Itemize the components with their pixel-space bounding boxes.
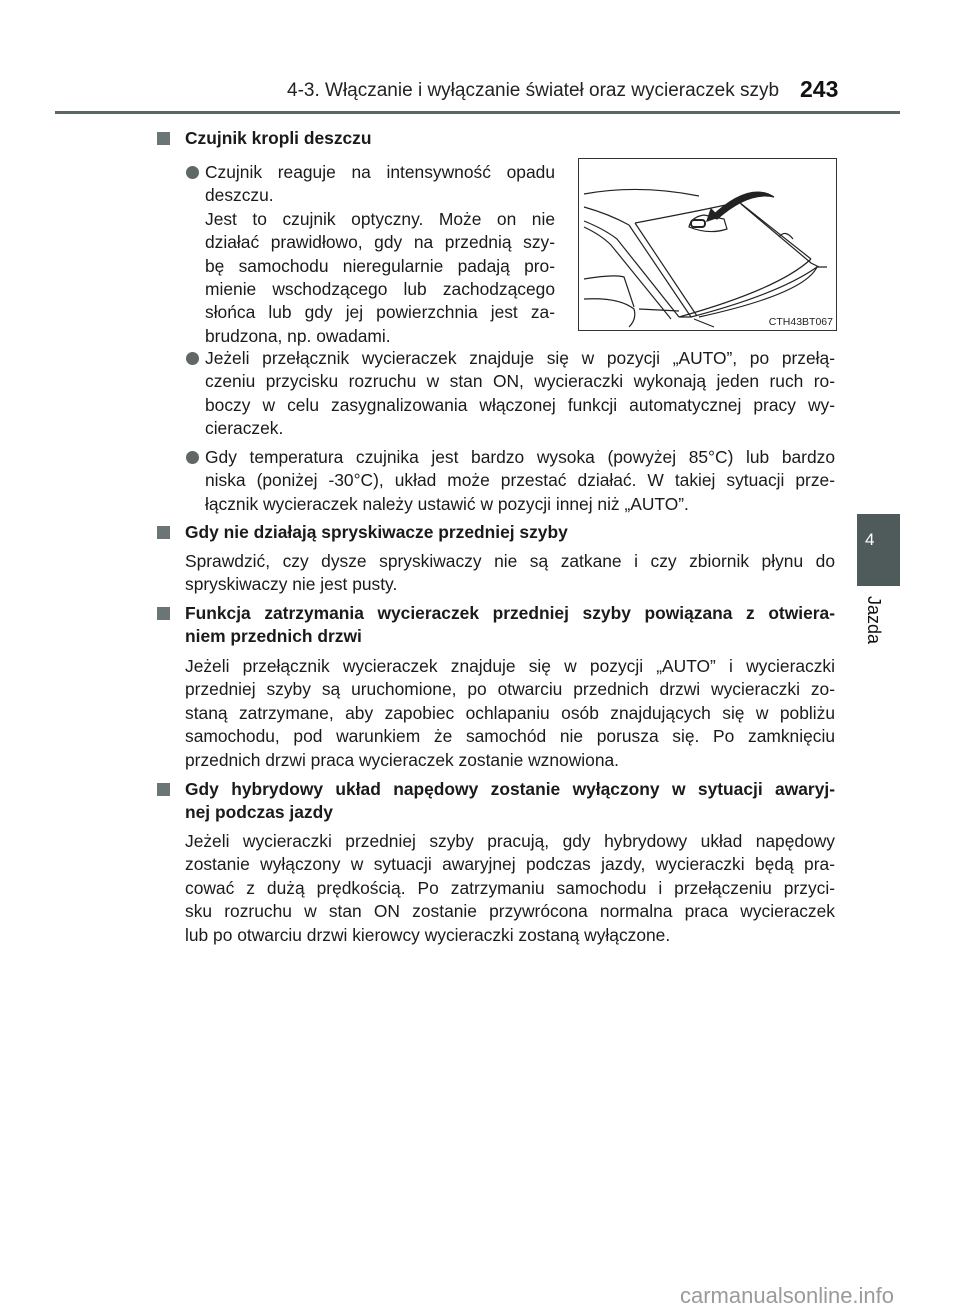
text-line: Czujnik reaguje na intensywność opadu <box>205 162 555 182</box>
header-divider <box>55 111 900 114</box>
section-heading <box>185 127 835 150</box>
figure-code: CTH43BT067 <box>768 316 833 328</box>
chapter-number: 4 <box>865 530 875 549</box>
text-line: działać prawidłowo, gdy na przednią szy- <box>205 232 555 253</box>
circle-bullet-icon <box>186 451 199 464</box>
section-heading <box>185 521 835 544</box>
text-line: nej podczas jazdy <box>185 802 333 823</box>
text-line: Czujnik kropli deszczu <box>185 128 372 148</box>
circle-bullet-icon <box>186 166 199 179</box>
paragraph <box>185 830 835 947</box>
text-line: cować z dużą prędkością. Po zatrzymaniu samochodu i przełączeniu przyci- <box>185 877 835 898</box>
text-line: niem przednich drzwi <box>185 626 362 647</box>
text-line: boczy w celu zasygnalizowania włączonej funkcji automatycznej pracy wy- <box>205 394 835 415</box>
text-line: Gdy nie działają spryskiwacze przedniej szyby <box>185 522 568 542</box>
square-bullet-icon <box>157 526 170 539</box>
paragraph <box>185 550 835 597</box>
section-title: 4-3. Włączanie i wyłączanie świateł oraz wycieraczek szyb <box>287 80 780 101</box>
text-line: deszczu. <box>205 185 274 206</box>
text-line: Funkcja zatrzymania wycieraczek przedniej szyby powiązana z otwiera- <box>185 603 835 623</box>
text-line: lub po otwarciu drzwi kierowcy wycieraczki zostaną wyłączone. <box>185 924 671 945</box>
text-line: spryskiwaczy nie jest pusty. <box>185 574 398 595</box>
paragraph <box>185 655 835 772</box>
square-bullet-icon <box>157 132 170 145</box>
text-line: zostanie wyłączony w sytuacji awaryjnej podczas jazdy, wycieraczki będą pra- <box>185 854 835 875</box>
windshield-rain-sensor-illustration <box>578 158 837 331</box>
text-line: przednich drzwi praca wycieraczek zostanie wznowiona. <box>185 749 619 770</box>
text-line: mienie wschodzącego lub zachodzącego <box>205 278 555 299</box>
bullet-item <box>205 446 835 516</box>
text-line: samochodu, pod warunkiem że samochód nie porusza się. Po zamknięciu <box>185 726 835 747</box>
text-line: cieraczek. <box>205 418 284 439</box>
circle-bullet-icon <box>186 352 199 365</box>
square-bullet-icon <box>157 607 170 620</box>
watermark: carmanualsonline.info <box>680 1283 895 1308</box>
text-line: staną zatrzymane, aby zapobiec ochlapaniu osób znajdujących się w pobliżu <box>185 702 835 723</box>
text-line: Jeżeli przełącznik wycieraczek znajduje się w pozycji „AUTO”, po przełą- <box>205 348 835 368</box>
text-line: Gdy hybrydowy układ napędowy zostanie wyłączony w sytuacji awaryj- <box>185 779 835 799</box>
text-line: czeniu przycisku rozruchu w stan ON, wycieraczki wykonają jeden ruch ro- <box>205 371 835 392</box>
section-heading <box>185 778 835 825</box>
text-line: przedniej szyby są uruchomione, po otwarciu przednich drzwi wycieraczki zo- <box>185 679 835 700</box>
text-line: Sprawdzić, czy dysze spryskiwaczy nie są zatkane i czy zbiornik płynu do <box>185 551 835 571</box>
text-line: sku rozruchu w stan ON zostanie przywrócona normalna praca wycieraczek <box>185 901 835 922</box>
text-line: brudzona, np. owadami. <box>205 325 391 346</box>
text-line: łącznik wycieraczek należy ustawić w pozycji innej niż „AUTO”. <box>205 493 689 514</box>
text-line: Gdy temperatura czujnika jest bardzo wysoka (powyżej 85°C) lub bardzo <box>205 447 835 467</box>
text-line: bę samochodu nieregularnie padają pro- <box>205 255 555 276</box>
text-line: Jeżeli wycieraczki przedniej szyby pracują, gdy hybrydowy układ napędowy <box>185 831 835 851</box>
text-line: niska (poniżej -30°C), układ może przestać działać. W takiej sytuacji prze- <box>205 470 835 491</box>
page-number: 243 <box>800 76 839 102</box>
chapter-label: Jazda <box>864 596 884 645</box>
text-line: słońca lub gdy jej powierzchnia jest za- <box>205 302 555 323</box>
text-line: Jeżeli przełącznik wycieraczek znajduje się w pozycji „AUTO” i wycieraczki <box>185 656 835 676</box>
bullet-item <box>205 161 555 348</box>
chapter-tab[interactable] <box>857 514 900 586</box>
section-heading <box>185 602 835 649</box>
bullet-item <box>205 347 835 441</box>
square-bullet-icon <box>157 783 170 796</box>
text-line: Jest to czujnik optyczny. Może on nie <box>205 208 555 229</box>
